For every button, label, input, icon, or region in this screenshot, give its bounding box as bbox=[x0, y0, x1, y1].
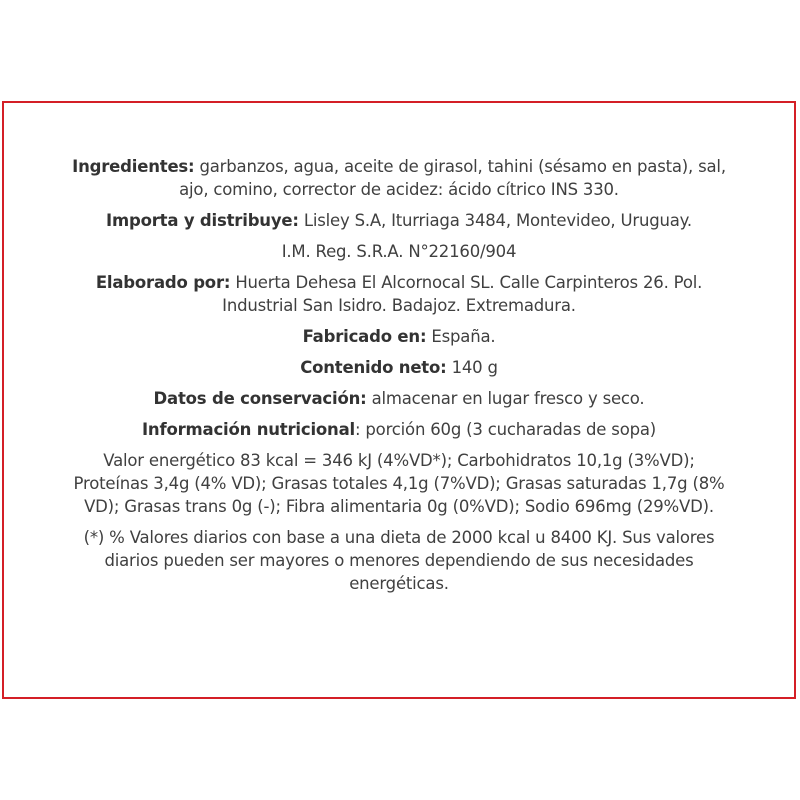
registration-line bbox=[40, 240, 758, 263]
registration-text: I.M. Reg. S.R.A. N°22160/904 bbox=[281, 242, 517, 261]
manufacturer-text-1: Huerta Dehesa El Alcornocal SL. Calle Carpinteros 26. Pol. bbox=[230, 273, 703, 292]
origin-line bbox=[40, 325, 758, 348]
origin-text: España. bbox=[426, 327, 496, 346]
ingredients-title: Ingredientes: bbox=[72, 157, 195, 176]
net-content-title: Contenido neto: bbox=[300, 358, 447, 377]
footnote-text-3: energéticas. bbox=[349, 574, 449, 593]
storage-title: Datos de conservación: bbox=[153, 389, 367, 408]
footnote-line-1 bbox=[40, 526, 758, 549]
storage-line bbox=[40, 387, 758, 410]
product-label-content bbox=[40, 155, 758, 595]
manufacturer-line-2 bbox=[40, 294, 758, 317]
nutrition-values-line-2 bbox=[40, 472, 758, 495]
footnote-text-1: (*) % Valores diarios con base a una dieta de 2000 kcal u 8400 KJ. Sus valores bbox=[83, 528, 715, 547]
ingredients-line-2 bbox=[40, 178, 758, 201]
ingredients-text-2: ajo, comino, corrector de acidez: ácido cítrico INS 330. bbox=[179, 180, 619, 199]
manufacturer-text-2: Industrial San Isidro. Badajoz. Extremadura. bbox=[222, 296, 576, 315]
footnote-line-2 bbox=[40, 549, 758, 572]
nutrition-title: Información nutricional bbox=[141, 420, 355, 439]
origin-title: Fabricado en: bbox=[302, 327, 427, 346]
nutrition-serving-text: : porción 60g (3 cucharadas de sopa) bbox=[355, 420, 657, 439]
footnote-line-3 bbox=[40, 572, 758, 595]
manufacturer-line-1 bbox=[40, 271, 758, 294]
nutrition-values-text-1: Valor energético 83 kcal = 346 kJ (4%VD*); Carbohidratos 10,1g (3%VD); bbox=[103, 451, 695, 470]
storage-text: almacenar en lugar fresco y seco. bbox=[366, 389, 645, 408]
net-content-line bbox=[40, 356, 758, 379]
importer-line bbox=[40, 209, 758, 232]
manufacturer-title: Elaborado por: bbox=[95, 273, 231, 292]
nutrition-values-line-3 bbox=[40, 495, 758, 518]
nutrition-values-line-1 bbox=[40, 449, 758, 472]
nutrition-values-text-2: Proteínas 3,4g (4% VD); Grasas totales 4,1g (7%VD); Grasas saturadas 1,7g (8% bbox=[73, 474, 725, 493]
ingredients-line-1 bbox=[40, 155, 758, 178]
importer-text: Lisley S.A, Iturriaga 3484, Montevideo, Uruguay. bbox=[298, 211, 692, 230]
nutrition-header-line bbox=[40, 418, 758, 441]
nutrition-values-text-3: VD); Grasas trans 0g (-); Fibra alimentaria 0g (0%VD); Sodio 696mg (29%VD). bbox=[84, 497, 714, 516]
footnote-text-2: diarios pueden ser mayores o menores dependiendo de sus necesidades bbox=[104, 551, 694, 570]
ingredients-text-1: garbanzos, agua, aceite de girasol, tahini (sésamo en pasta), sal, bbox=[194, 157, 726, 176]
importer-title: Importa y distribuye: bbox=[106, 211, 299, 230]
net-content-text: 140 g bbox=[446, 358, 498, 377]
product-label-frame bbox=[2, 101, 796, 699]
